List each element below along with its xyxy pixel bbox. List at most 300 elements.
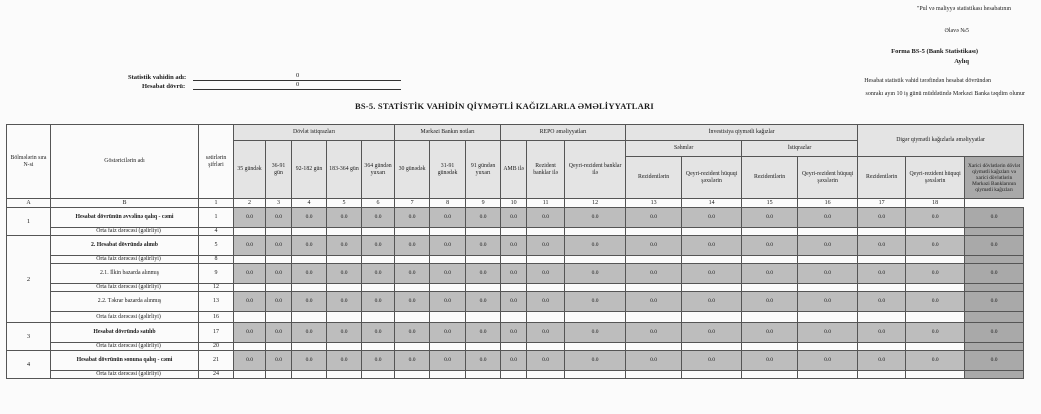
table-row (7, 351, 1024, 371)
row-code: 12 (199, 284, 234, 292)
rate-cell[interactable] (466, 284, 501, 292)
rate-cell[interactable] (327, 256, 362, 264)
value-cell[interactable]: 0.0 (327, 292, 362, 312)
row-code: 24 (199, 371, 234, 379)
value-cell[interactable]: 0.0 (501, 323, 527, 343)
rate-cell[interactable] (466, 371, 501, 379)
rate-cell[interactable] (327, 371, 362, 379)
value-cell[interactable]: 0.0 (430, 208, 466, 228)
rate-cell[interactable] (858, 256, 906, 264)
rate-cell[interactable] (798, 312, 858, 323)
value-cell[interactable]: 0.0 (798, 323, 858, 343)
value-cell[interactable]: 0.0 (292, 264, 327, 284)
rate-cell[interactable] (527, 371, 565, 379)
rate-cell[interactable] (965, 312, 1024, 323)
rate-cell[interactable] (798, 284, 858, 292)
indicator-name: 2. Hesabat dövründə alınıb (51, 236, 199, 256)
rate-cell[interactable] (565, 256, 626, 264)
rate-cell[interactable] (234, 284, 266, 292)
value-cell[interactable]: 0.0 (266, 264, 292, 284)
value-cell[interactable]: 0.0 (362, 208, 395, 228)
value-cell[interactable]: 0.0 (327, 208, 362, 228)
rate-cell[interactable] (565, 228, 626, 236)
col-header-15: Qeyri-rezident hüquqi şəxslərin (798, 157, 858, 199)
value-cell[interactable]: 0.0 (430, 351, 466, 371)
value-cell[interactable]: 0.0 (362, 236, 395, 256)
value-cell[interactable]: 0.0 (906, 351, 965, 371)
rate-cell[interactable] (395, 343, 430, 351)
rate-cell[interactable] (362, 284, 395, 292)
col-header-3: 92-182 gün (292, 141, 327, 199)
row-code: 17 (199, 323, 234, 343)
value-cell[interactable]: 0.0 (527, 323, 565, 343)
value-cell[interactable]: 0.0 (742, 236, 798, 256)
appendix-number: Əlavə №5 (944, 28, 969, 34)
value-cell[interactable]: 0.0 (965, 323, 1024, 343)
value-cell[interactable]: 0.0 (565, 323, 626, 343)
value-cell[interactable]: 0.0 (501, 292, 527, 312)
value-cell[interactable]: 0.0 (798, 292, 858, 312)
rate-cell[interactable] (742, 256, 798, 264)
value-cell[interactable]: 0.0 (858, 351, 906, 371)
value-cell[interactable]: 0.0 (466, 323, 501, 343)
value-cell[interactable]: 0.0 (906, 236, 965, 256)
rate-cell[interactable] (682, 228, 742, 236)
rate-cell[interactable] (682, 256, 742, 264)
column-number: 10 (501, 199, 527, 208)
value-cell[interactable]: 0.0 (798, 351, 858, 371)
value-cell[interactable]: 0.0 (430, 323, 466, 343)
header-investment-securities: İnvestisiya qiymətli kağızlar (626, 125, 858, 141)
rate-cell[interactable] (965, 371, 1024, 379)
rate-cell[interactable] (798, 228, 858, 236)
header-bonds: İstiqrazlar (742, 141, 858, 157)
value-cell[interactable]: 0.0 (234, 351, 266, 371)
rate-cell[interactable] (682, 312, 742, 323)
rate-cell[interactable] (430, 343, 466, 351)
value-cell[interactable]: 0.0 (965, 236, 1024, 256)
value-cell[interactable]: 0.0 (798, 236, 858, 256)
value-cell[interactable]: 0.0 (362, 264, 395, 284)
period-value: 0 (296, 81, 300, 88)
value-cell[interactable]: 0.0 (395, 208, 430, 228)
value-cell[interactable]: 0.0 (395, 236, 430, 256)
rate-cell[interactable] (266, 284, 292, 292)
rate-cell[interactable] (626, 343, 682, 351)
rate-cell[interactable] (626, 228, 682, 236)
value-cell[interactable]: 0.0 (742, 208, 798, 228)
rate-cell[interactable] (292, 228, 327, 236)
column-number: 15 (742, 199, 798, 208)
column-number: 12 (565, 199, 626, 208)
rate-cell[interactable] (327, 312, 362, 323)
submission-note-line2: sonrakı ayın 10 iş günü müddətində Mərkəzi Banka təqdim olunur (865, 91, 1025, 97)
rate-cell[interactable] (234, 343, 266, 351)
rate-cell[interactable] (292, 371, 327, 379)
col-header-17: Qeyri-rezident hüquqi şəxslərin (906, 157, 965, 199)
rate-cell[interactable] (292, 312, 327, 323)
table-row (7, 236, 1024, 256)
value-cell[interactable]: 0.0 (626, 351, 682, 371)
rate-cell[interactable] (234, 312, 266, 323)
value-cell[interactable]: 0.0 (466, 351, 501, 371)
rate-cell[interactable] (501, 343, 527, 351)
column-number: 6 (362, 199, 395, 208)
rate-cell[interactable] (682, 371, 742, 379)
column-number: A (7, 199, 51, 208)
value-cell[interactable]: 0.0 (798, 264, 858, 284)
indicator-name: Hesabat dövrünün əvvəlinə qalıq - cəmi (51, 208, 199, 228)
value-cell[interactable]: 0.0 (234, 236, 266, 256)
col-header-4: 183-364 gün (327, 141, 362, 199)
unit-name-value: 0 (296, 72, 300, 79)
value-cell[interactable]: 0.0 (266, 236, 292, 256)
row-code: 20 (199, 343, 234, 351)
value-cell[interactable]: 0.0 (466, 264, 501, 284)
value-cell[interactable]: 0.0 (626, 236, 682, 256)
section-number: 1 (7, 208, 51, 236)
table-row (7, 228, 1024, 236)
indicator-name: Orta faiz dərəcəsi (gəlirliyi) (51, 371, 199, 379)
value-cell[interactable]: 0.0 (858, 264, 906, 284)
rate-cell[interactable] (682, 343, 742, 351)
rate-cell[interactable] (466, 312, 501, 323)
value-cell[interactable]: 0.0 (292, 236, 327, 256)
value-cell[interactable]: 0.0 (266, 292, 292, 312)
row-code: 5 (199, 236, 234, 256)
column-number: 11 (527, 199, 565, 208)
column-number: 16 (798, 199, 858, 208)
rate-cell[interactable] (906, 312, 965, 323)
value-cell[interactable]: 0.0 (362, 292, 395, 312)
indicator-name: Hesabat dövrünün sonuna qalıq - cəmi (51, 351, 199, 371)
rate-cell[interactable] (858, 343, 906, 351)
header-other-securities: Digər qiymətli kağızlarla əməliyyatlar (858, 125, 1024, 157)
value-cell[interactable]: 0.0 (501, 208, 527, 228)
rate-cell[interactable] (266, 343, 292, 351)
col-header-10: Rezident banklar ilə (527, 141, 565, 199)
rate-cell[interactable] (292, 284, 327, 292)
value-cell[interactable]: 0.0 (626, 323, 682, 343)
col-header-12: Rezidentlərin (626, 157, 682, 199)
value-cell[interactable]: 0.0 (565, 351, 626, 371)
value-cell[interactable]: 0.0 (292, 323, 327, 343)
rate-cell[interactable] (965, 256, 1024, 264)
rate-cell[interactable] (906, 256, 965, 264)
value-cell[interactable]: 0.0 (965, 208, 1024, 228)
row-code: 4 (199, 228, 234, 236)
form-name: Forma BS-5 (Bank Statistikası) (891, 48, 978, 55)
rate-cell[interactable] (362, 228, 395, 236)
value-cell[interactable]: 0.0 (527, 264, 565, 284)
value-cell[interactable]: 0.0 (858, 292, 906, 312)
value-cell[interactable]: 0.0 (362, 323, 395, 343)
header-row-codes: sətirlərin şifrləri (199, 125, 234, 199)
table-row (7, 264, 1024, 284)
rate-cell[interactable] (362, 256, 395, 264)
rate-cell[interactable] (906, 343, 965, 351)
rate-cell[interactable] (527, 284, 565, 292)
table-row (7, 292, 1024, 312)
value-cell[interactable]: 0.0 (266, 208, 292, 228)
indicator-name: Orta faiz dərəcəsi (gəlirliyi) (51, 343, 199, 351)
column-number: 18 (906, 199, 965, 208)
table-row (7, 371, 1024, 379)
value-cell[interactable]: 0.0 (626, 264, 682, 284)
rate-cell[interactable] (266, 256, 292, 264)
row-code: 16 (199, 312, 234, 323)
rate-cell[interactable] (395, 284, 430, 292)
rate-cell[interactable] (798, 371, 858, 379)
value-cell[interactable]: 0.0 (234, 208, 266, 228)
rate-cell[interactable] (565, 284, 626, 292)
value-cell[interactable]: 0.0 (327, 351, 362, 371)
value-cell[interactable]: 0.0 (742, 292, 798, 312)
rate-cell[interactable] (858, 284, 906, 292)
rate-cell[interactable] (501, 256, 527, 264)
table-row (7, 256, 1024, 264)
rate-cell[interactable] (527, 343, 565, 351)
value-cell[interactable]: 0.0 (682, 208, 742, 228)
column-number: 7 (395, 199, 430, 208)
value-cell[interactable]: 0.0 (906, 292, 965, 312)
value-cell[interactable]: 0.0 (292, 208, 327, 228)
value-cell[interactable]: 0.0 (682, 351, 742, 371)
table-row (7, 284, 1024, 292)
rate-cell[interactable] (501, 228, 527, 236)
form-note: "Pul və maliyyə statistikası hesabatının (916, 6, 1011, 12)
rate-cell[interactable] (362, 312, 395, 323)
value-cell[interactable]: 0.0 (565, 236, 626, 256)
value-cell[interactable]: 0.0 (466, 292, 501, 312)
row-code: 9 (199, 264, 234, 284)
rate-cell[interactable] (626, 312, 682, 323)
table-row (7, 208, 1024, 228)
value-cell[interactable]: 0.0 (234, 292, 266, 312)
column-number: 13 (626, 199, 682, 208)
value-cell[interactable]: 0.0 (858, 208, 906, 228)
table-row (7, 343, 1024, 351)
rate-cell[interactable] (430, 312, 466, 323)
col-header-9: AMB ilə (501, 141, 527, 199)
column-number: 17 (858, 199, 906, 208)
rate-cell[interactable] (858, 228, 906, 236)
value-cell[interactable]: 0.0 (292, 292, 327, 312)
rate-cell[interactable] (527, 312, 565, 323)
value-cell[interactable]: 0.0 (234, 264, 266, 284)
value-cell[interactable]: 0.0 (965, 264, 1024, 284)
value-cell[interactable]: 0.0 (501, 351, 527, 371)
value-cell[interactable]: 0.0 (466, 208, 501, 228)
value-cell[interactable]: 0.0 (742, 351, 798, 371)
col-header-13: Qeyri-rezident hüquqi şəxslərin (682, 157, 742, 199)
column-number: 14 (682, 199, 742, 208)
value-cell[interactable]: 0.0 (965, 292, 1024, 312)
rate-cell[interactable] (362, 371, 395, 379)
value-cell[interactable]: 0.0 (565, 292, 626, 312)
rate-cell[interactable] (565, 312, 626, 323)
value-cell[interactable]: 0.0 (327, 236, 362, 256)
rate-cell[interactable] (234, 371, 266, 379)
value-cell[interactable]: 0.0 (565, 208, 626, 228)
rate-cell[interactable] (965, 284, 1024, 292)
form-title: BS-5. STATİSTİK VAHİDİN QİYMƏTLİ KAĞIZLARLA ƏMƏLİYYATLARI (355, 101, 654, 111)
value-cell[interactable]: 0.0 (466, 236, 501, 256)
value-cell[interactable]: 0.0 (626, 208, 682, 228)
value-cell[interactable]: 0.0 (527, 292, 565, 312)
rate-cell[interactable] (266, 312, 292, 323)
value-cell[interactable]: 0.0 (430, 292, 466, 312)
rate-cell[interactable] (527, 256, 565, 264)
value-cell[interactable]: 0.0 (430, 264, 466, 284)
rate-cell[interactable] (430, 371, 466, 379)
col-header-18: Xarici dövlətlərin dövlət qiymətli kağızları və xarici dövlətlərin Mərkəzi Banklarının qiymətli kağızları (965, 157, 1024, 199)
rate-cell[interactable] (682, 284, 742, 292)
rate-cell[interactable] (327, 284, 362, 292)
value-cell[interactable]: 0.0 (682, 323, 742, 343)
rate-cell[interactable] (906, 228, 965, 236)
rate-cell[interactable] (234, 228, 266, 236)
header-repo: REPO əməliyyatları (501, 125, 626, 141)
column-number-row (7, 199, 1024, 208)
row-code: 8 (199, 256, 234, 264)
value-cell[interactable]: 0.0 (395, 351, 430, 371)
value-cell[interactable]: 0.0 (906, 264, 965, 284)
rate-cell[interactable] (565, 371, 626, 379)
rate-cell[interactable] (742, 284, 798, 292)
indicator-name: Orta faiz dərəcəsi (gəlirliyi) (51, 256, 199, 264)
rate-cell[interactable] (965, 343, 1024, 351)
value-cell[interactable]: 0.0 (742, 264, 798, 284)
col-header-16: Rezidentlərin (858, 157, 906, 199)
rate-cell[interactable] (527, 228, 565, 236)
value-cell[interactable]: 0.0 (626, 292, 682, 312)
rate-cell[interactable] (266, 371, 292, 379)
rate-cell[interactable] (626, 256, 682, 264)
rate-cell[interactable] (292, 256, 327, 264)
header-shares: Səhmlər (626, 141, 742, 157)
value-cell[interactable]: 0.0 (501, 264, 527, 284)
rate-cell[interactable] (742, 312, 798, 323)
rate-cell[interactable] (234, 256, 266, 264)
column-number: 2 (234, 199, 266, 208)
indicator-name: Hesabat dövründə satılıb (51, 323, 199, 343)
rate-cell[interactable] (430, 256, 466, 264)
rate-cell[interactable] (742, 371, 798, 379)
value-cell[interactable]: 0.0 (362, 351, 395, 371)
value-cell[interactable]: 0.0 (292, 351, 327, 371)
rate-cell[interactable] (395, 371, 430, 379)
rate-cell[interactable] (395, 228, 430, 236)
value-cell[interactable]: 0.0 (527, 208, 565, 228)
rate-cell[interactable] (395, 312, 430, 323)
indicator-name: 2.2. Təkrar bazarda alınmış (51, 292, 199, 312)
value-cell[interactable]: 0.0 (858, 236, 906, 256)
value-cell[interactable]: 0.0 (682, 264, 742, 284)
rate-cell[interactable] (798, 343, 858, 351)
value-cell[interactable]: 0.0 (858, 323, 906, 343)
value-cell[interactable]: 0.0 (527, 236, 565, 256)
rate-cell[interactable] (626, 371, 682, 379)
value-cell[interactable]: 0.0 (565, 264, 626, 284)
section-number: 3 (7, 323, 51, 351)
value-cell[interactable]: 0.0 (527, 351, 565, 371)
rate-cell[interactable] (965, 228, 1024, 236)
indicator-name: 2.1. İlkin bazarda alınmış (51, 264, 199, 284)
rate-cell[interactable] (430, 228, 466, 236)
value-cell[interactable]: 0.0 (742, 323, 798, 343)
col-header-1: 35 gündək (234, 141, 266, 199)
value-cell[interactable]: 0.0 (965, 351, 1024, 371)
rate-cell[interactable] (430, 284, 466, 292)
rate-cell[interactable] (466, 256, 501, 264)
value-cell[interactable]: 0.0 (266, 351, 292, 371)
period-underline (193, 89, 401, 90)
rate-cell[interactable] (362, 343, 395, 351)
value-cell[interactable]: 0.0 (327, 264, 362, 284)
form-frequency: Aylıq (954, 58, 969, 65)
column-number: 5 (327, 199, 362, 208)
value-cell[interactable]: 0.0 (266, 323, 292, 343)
rate-cell[interactable] (858, 312, 906, 323)
rate-cell[interactable] (292, 343, 327, 351)
col-header-7: 31-91 günədək (430, 141, 466, 199)
rate-cell[interactable] (742, 343, 798, 351)
rate-cell[interactable] (906, 284, 965, 292)
table-row (7, 312, 1024, 323)
rate-cell[interactable] (626, 284, 682, 292)
col-header-2: 36-91 gün (266, 141, 292, 199)
rate-cell[interactable] (501, 371, 527, 379)
value-cell[interactable]: 0.0 (682, 292, 742, 312)
value-cell[interactable]: 0.0 (798, 208, 858, 228)
rate-cell[interactable] (565, 343, 626, 351)
rate-cell[interactable] (501, 312, 527, 323)
value-cell[interactable]: 0.0 (395, 264, 430, 284)
column-number: B (51, 199, 199, 208)
rate-cell[interactable] (327, 343, 362, 351)
period-label: Hesabat dövrü: (142, 83, 186, 90)
rate-cell[interactable] (858, 371, 906, 379)
value-cell[interactable]: 0.0 (395, 292, 430, 312)
column-number: 3 (266, 199, 292, 208)
column-number: 4 (292, 199, 327, 208)
value-cell[interactable]: 0.0 (234, 323, 266, 343)
header-cb-notes: Mərkəzi Bankın notları (395, 125, 501, 141)
rate-cell[interactable] (501, 284, 527, 292)
rate-cell[interactable] (466, 343, 501, 351)
value-cell[interactable]: 0.0 (501, 236, 527, 256)
rate-cell[interactable] (466, 228, 501, 236)
rate-cell[interactable] (395, 256, 430, 264)
value-cell[interactable]: 0.0 (430, 236, 466, 256)
rate-cell[interactable] (327, 228, 362, 236)
rate-cell[interactable] (742, 228, 798, 236)
column-number: 1 (199, 199, 234, 208)
rate-cell[interactable] (906, 371, 965, 379)
value-cell[interactable]: 0.0 (906, 323, 965, 343)
value-cell[interactable]: 0.0 (327, 323, 362, 343)
row-code: 13 (199, 292, 234, 312)
section-number: 2 (7, 236, 51, 323)
rate-cell[interactable] (266, 228, 292, 236)
value-cell[interactable]: 0.0 (682, 236, 742, 256)
rate-cell[interactable] (798, 256, 858, 264)
value-cell[interactable]: 0.0 (906, 208, 965, 228)
col-header-11: Qeyri-rezident banklar ilə (565, 141, 626, 199)
column-number: 8 (430, 199, 466, 208)
value-cell[interactable]: 0.0 (395, 323, 430, 343)
